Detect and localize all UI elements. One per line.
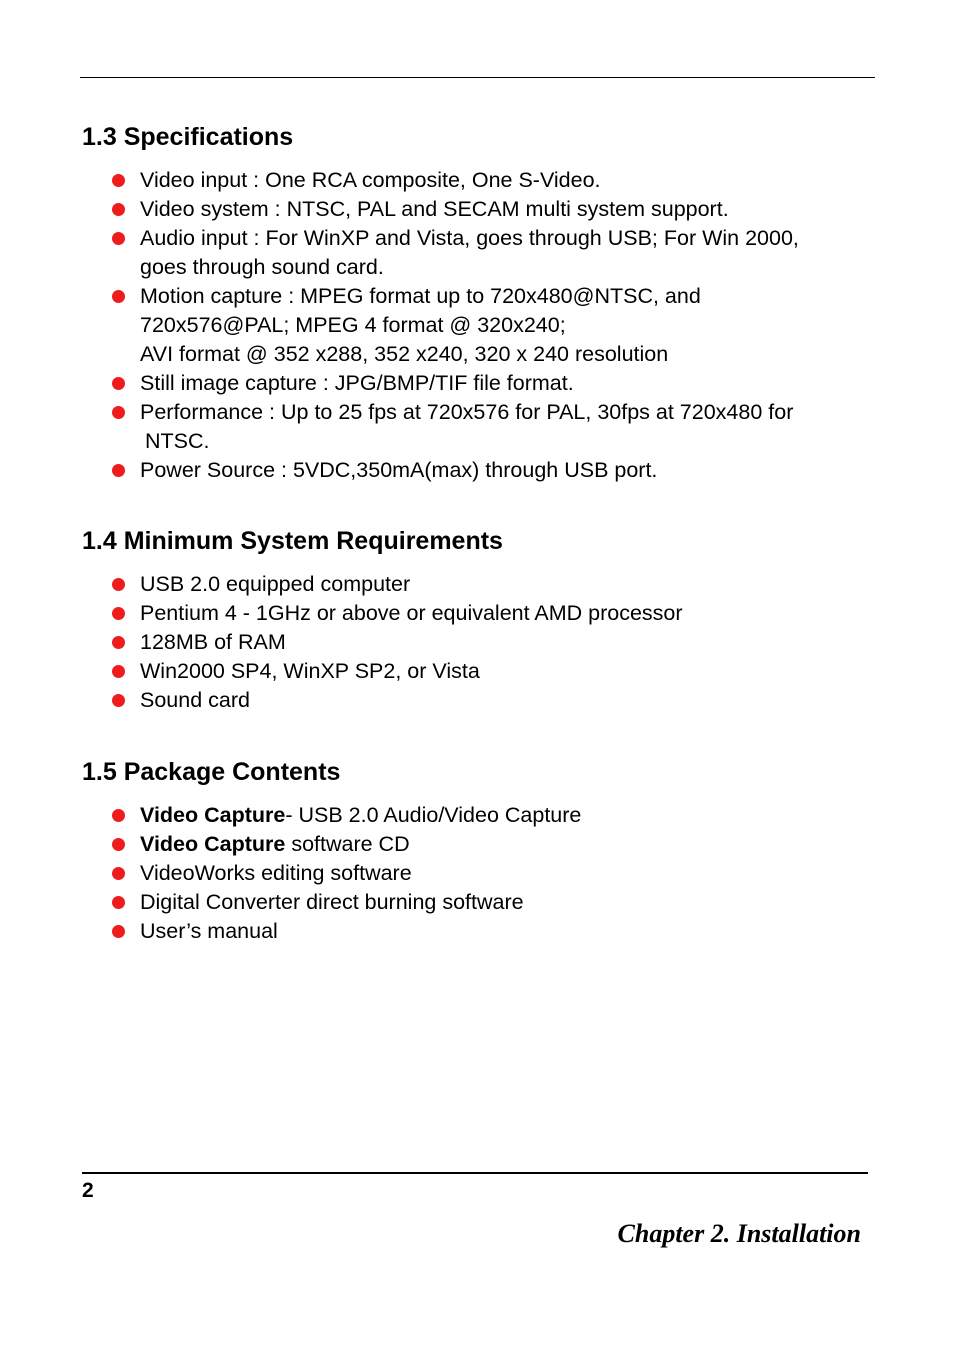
list-item: 128MB of RAM [82,628,862,657]
bullet-icon [112,607,125,620]
bullet-icon [112,838,125,851]
bullet-icon [112,636,125,649]
list-item: USB 2.0 equipped computer [82,570,862,599]
list-item: Video Capture software CD [82,830,862,859]
list-item: Digital Converter direct burning software [82,888,862,917]
specifications-list [82,166,862,485]
section-title-specifications: 1.3 Specifications [82,123,294,151]
footer-rule [82,1172,868,1174]
page-number: 2 [82,1179,94,1202]
bullet-icon [112,867,125,880]
requirements-list [82,570,862,715]
list-item: Still image capture : JPG/BMP/TIF file format. [82,369,862,398]
bullet-icon [112,809,125,822]
chapter-title: Chapter 2. Installation [617,1219,861,1248]
section-title-requirements: 1.4 Minimum System Requirements [82,527,503,555]
bullet-icon [112,925,125,938]
bullet-icon [112,665,125,678]
list-item: Video system : NTSC, PAL and SECAM multi system support. [82,195,862,224]
list-item: Video input : One RCA composite, One S-Video. [82,166,862,195]
list-item: Win2000 SP4, WinXP SP2, or Vista [82,657,862,686]
list-item: Motion capture : MPEG format up to 720x480@NTSC, and 720x576@PAL; MPEG 4 format @ 320x240; AVI format @ 352 x288, 352 x240, 320 x 240 resolution [82,282,862,369]
bullet-icon [112,406,125,419]
list-item: VideoWorks editing software [82,859,862,888]
bullet-icon [112,290,125,303]
bullet-icon [112,578,125,591]
list-item: Audio input : For WinXP and Vista, goes through USB; For Win 2000, goes through sound card. [82,224,862,282]
package-contents-list [82,801,862,946]
bullet-icon [112,377,125,390]
bullet-icon [112,232,125,245]
section-requirements [82,526,862,715]
bullet-icon [112,896,125,909]
section-package-contents [82,757,862,946]
bullet-icon [112,203,125,216]
bullet-icon [112,694,125,707]
section-specifications [82,122,862,485]
list-item: User’s manual [82,917,862,946]
header-rule [80,77,875,78]
list-item: Pentium 4 - 1GHz or above or equivalent AMD processor [82,599,862,628]
bullet-icon [112,174,125,187]
list-item: Video Capture- USB 2.0 Audio/Video Capture [82,801,862,830]
section-title-package-contents: 1.5 Package Contents [82,758,341,786]
list-item: Power Source : 5VDC,350mA(max) through USB port. [82,456,862,485]
list-item: Sound card [82,686,862,715]
list-item: Performance : Up to 25 fps at 720x576 for PAL, 30fps at 720x480 for NTSC. [82,398,862,456]
bullet-icon [112,464,125,477]
